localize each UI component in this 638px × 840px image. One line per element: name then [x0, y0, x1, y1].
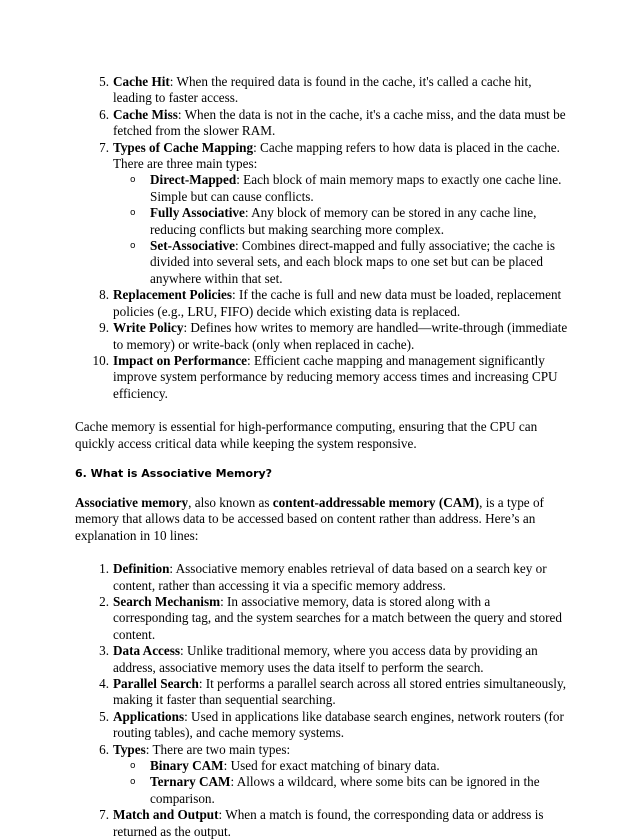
list-item-text: : Defines how writes to memory are handled—write-through (immediate to memory) or write-back (only when replaced in cache).	[113, 320, 568, 352]
list-item-text: : When a match is found, the corresponding data or address is returned as the output.	[113, 807, 544, 839]
list-item-text: : It performs a parallel search across all stored entries simultaneously, making it faster than sequential searching.	[113, 676, 566, 708]
list-item-text: : Unlike traditional memory, where you access data by providing an address, associative memory uses the data itself to perform the search.	[113, 643, 538, 675]
list-item-term: Search Mechanism	[113, 593, 221, 609]
list-number: 4.	[99, 676, 109, 691]
bullet-icon: o	[130, 175, 136, 186]
list-item	[0, 709, 638, 742]
document-content	[0, 74, 638, 840]
list-number: 7.	[99, 139, 109, 155]
list-number: 3.	[99, 643, 109, 659]
list-number: 9.	[99, 320, 109, 336]
sub-list-item	[113, 238, 568, 287]
list-item-term: Types of Cache Mapping	[113, 139, 254, 155]
sub-item-term: Binary CAM	[150, 758, 224, 774]
sub-item-text: : Combines direct-mapped and fully associative; the cache is divided into several sets, and each block maps to one set but can be placed anywhere within that set.	[150, 238, 556, 286]
list-number: 6.	[99, 741, 109, 757]
sub-list-item	[113, 172, 568, 205]
sub-item-term: Set-Associative	[150, 238, 235, 254]
list-item-term: Types	[113, 741, 146, 757]
list-item-term: Match and Output	[113, 807, 219, 823]
list-item-term: Data Access	[113, 643, 181, 659]
cache-conclusion-paragraph: Cache memory is essential for high-performance computing, ensuring that the CPU can quickly access critical data while keeping the system responsive.	[75, 419, 538, 451]
list-item-text: : Cache mapping refers to how data is placed in the cache. There are three main types:	[113, 139, 560, 172]
intro-text: , also known as	[188, 494, 273, 510]
list-item-term: Replacement Policies	[113, 287, 233, 303]
sub-item-text: : Allows a wildcard, where some bits can be ignored in the comparison.	[150, 774, 540, 806]
cache-points-list	[0, 74, 638, 402]
list-item	[0, 643, 638, 676]
list-number: 5.	[99, 708, 109, 724]
bullet-icon: o	[130, 777, 136, 788]
list-item	[0, 561, 638, 594]
cam-types-list	[113, 758, 568, 807]
sub-item-term: Ternary CAM	[150, 774, 231, 790]
bullet-icon: o	[130, 761, 136, 772]
list-item	[0, 594, 638, 643]
list-item-term: Parallel Search	[113, 676, 199, 691]
list-number: 6.	[99, 106, 109, 122]
list-item-text: : If the cache is full and new data must be loaded, replacement policies (e.g., LRU, FIFO) decide which existing data is replaced.	[113, 287, 562, 319]
list-item-text: : When the required data is found in the cache, it's called a cache hit, leading to faster access.	[113, 74, 532, 106]
list-item	[0, 320, 638, 353]
list-item-text: : When the data is not in the cache, it's a cache miss, and the data must be fetched from the slower RAM.	[113, 106, 566, 139]
sub-item-term: Fully Associative	[150, 205, 245, 221]
list-item	[0, 353, 638, 402]
list-item	[0, 140, 638, 288]
list-item-text: : There are two main types:	[145, 741, 291, 757]
associative-memory-list	[0, 561, 638, 840]
list-item	[0, 807, 638, 840]
list-item	[0, 742, 638, 808]
intro-paragraph	[0, 495, 638, 544]
list-item-term: Applications	[113, 708, 185, 724]
cache-mapping-types-list	[113, 172, 568, 287]
list-item-text: : Associative memory enables retrieval of data based on a search key or content, rather than accessing it via a specific memory address.	[113, 561, 547, 593]
sub-item-text: : Each block of main memory maps to exactly one cache line. Simple but can cause conflicts.	[150, 172, 562, 204]
list-item-term: Definition	[113, 561, 170, 577]
list-item	[0, 676, 638, 709]
list-item-term: Cache Hit	[113, 74, 170, 89]
list-item-text: : Efficient cache mapping and management significantly improve system performance by reducing memory access times and increasing CPU efficiency.	[113, 352, 558, 401]
sub-list-item	[113, 205, 568, 238]
list-number: 8.	[99, 287, 109, 303]
list-number: 2.	[99, 593, 109, 609]
list-number: 5.	[99, 74, 109, 89]
intro-term: content-addressable memory (CAM)	[272, 494, 480, 510]
list-item-text: : Used in applications like database search engines, network routers (for routing tables), and cache memory systems.	[113, 708, 564, 741]
sub-list-item	[113, 758, 568, 774]
list-item-term: Write Policy	[113, 320, 184, 336]
list-item-term: Cache Miss	[113, 106, 178, 122]
list-item-term: Impact on Performance	[113, 352, 248, 368]
list-number: 7.	[99, 807, 109, 823]
list-item-text: : In associative memory, data is stored along with a corresponding tag, and the system searches for a match between the query and stored content.	[113, 593, 562, 642]
sub-item-text: : Used for exact matching of binary data.	[223, 758, 440, 774]
list-number: 10.	[92, 352, 109, 368]
list-item	[0, 74, 638, 107]
bullet-icon: o	[130, 208, 136, 219]
intro-term: Associative memory	[75, 494, 189, 510]
list-item	[0, 107, 638, 140]
list-number: 1.	[99, 561, 109, 577]
intro-text: , is a type of memory that allows data to be accessed based on content rather than address. Here’s an explanation in 10 lines:	[75, 494, 544, 543]
section-heading: 6. What is Associative Memory?	[75, 466, 273, 480]
bullet-icon: o	[130, 241, 136, 252]
sub-item-term: Direct-Mapped	[150, 172, 237, 188]
sub-item-text: : Any block of memory can be stored in any cache line, reducing conflicts but making searching more complex.	[150, 205, 537, 237]
list-item	[0, 287, 638, 320]
sub-list-item	[113, 774, 568, 807]
